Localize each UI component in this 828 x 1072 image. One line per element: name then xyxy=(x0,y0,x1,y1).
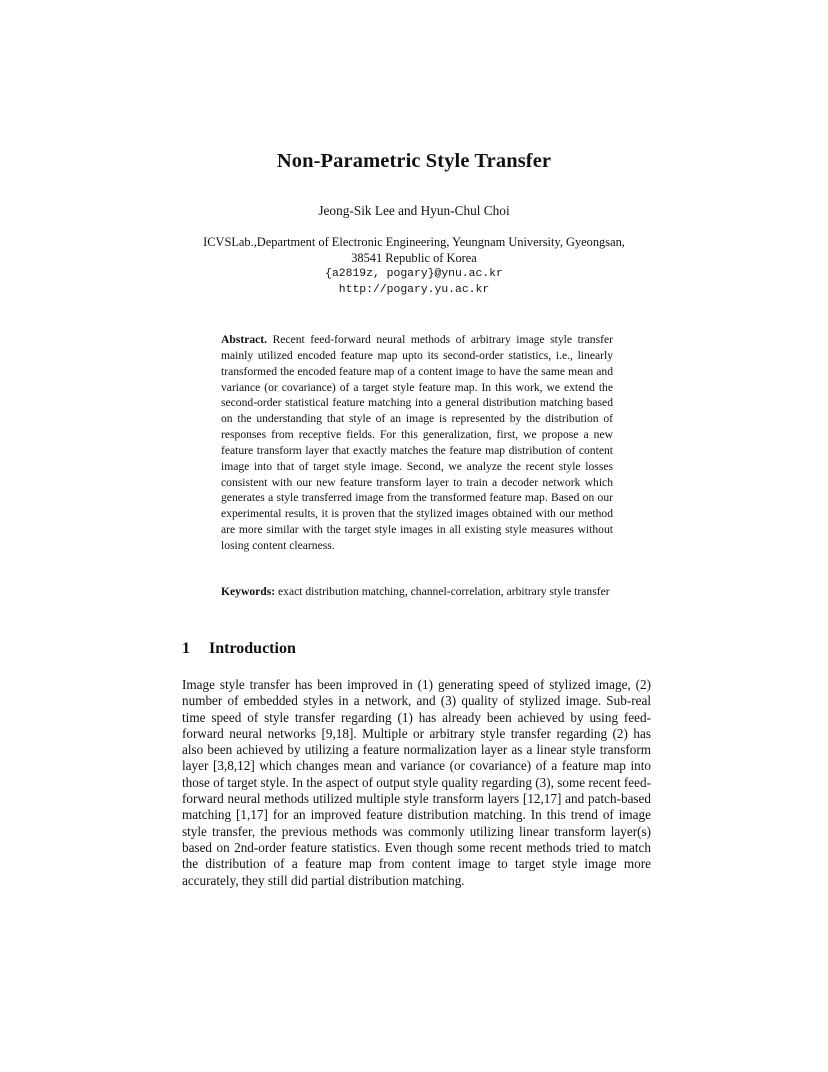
section-heading xyxy=(182,640,296,658)
keywords-label: Keywords: xyxy=(221,585,278,598)
keywords xyxy=(221,584,613,600)
section-number: 1 xyxy=(182,640,190,657)
paper-title: Non-Parametric Style Transfer xyxy=(276,150,552,172)
author-url: http://pogary.yu.ac.kr xyxy=(338,284,490,296)
affiliation-line: 38541 Republic of Korea xyxy=(351,251,477,265)
abstract xyxy=(221,332,613,554)
affiliation-line: ICVSLab.,Department of Electronic Engineering, Yeungnam University, Gyeongsan, xyxy=(203,235,625,249)
intro-paragraph: Image style transfer has been improved in (1) generating speed of stylized image, (2) number of embedded styles in a network, and (3) quality of stylized image. Sub-real time speed of style transfer regarding (1) has already been achieved by using feed-forward neural networks [9,18]. Multiple or arbitrary style transfer regarding (2) has also been achieved by utilizing a feature normalization layer as a linear style transform layer [3,8,12] which changes mean and variance (or covariance) of a feature map into those of target style. In the aspect of output style quality regarding (3), some recent feed-forward neural methods utilized multiple style transform layers [12,17] and patch-based matching [1,17] for an improved feature distribution matching. In this trend of image style transfer, the previous methods was commonly utilizing linear transform layer(s) based on 2nd-order feature statistics. Even though some recent methods tried to match the distribution of a feature map from content image to target style image more accurately, they still did partial distribution matching. xyxy=(182,677,651,888)
abstract-label: Abstract. xyxy=(221,333,273,346)
affiliation-block xyxy=(150,234,678,298)
section-title: Introduction xyxy=(209,640,296,657)
abstract-text: Recent feed-forward neural methods of arbitrary image style transfer mainly utilized encoded feature map upto its second-order statistics, i.e., linearly transformed the encoded feature map of a content image to have the same mean and variance (or covariance) of a target style feature map. In this work, we extend the second-order statistical feature matching into a general distribution matching based on the understanding that style of an image is represented by the distribution of responses from receptive fields. For this generalization, first, we propose a new feature transform layer that exactly matches the feature map distribution of content image into that of target style image. Second, we analyze the recent style losses consistent with our new feature transform layer to train a decoder network which generates a style transferred image from the transformed feature map. Based on our experimental results, it is proven that the stylized images obtained with our method are more similar with the target style images in all existing style measures without losing content clearness. xyxy=(221,333,613,552)
author-emails: {a2819z, pogary}@ynu.ac.kr xyxy=(325,268,503,280)
keywords-text: exact distribution matching, channel-correlation, arbitrary style transfer xyxy=(278,585,610,598)
paper-authors: Jeong-Sik Lee and Hyun-Chul Choi xyxy=(318,203,510,218)
